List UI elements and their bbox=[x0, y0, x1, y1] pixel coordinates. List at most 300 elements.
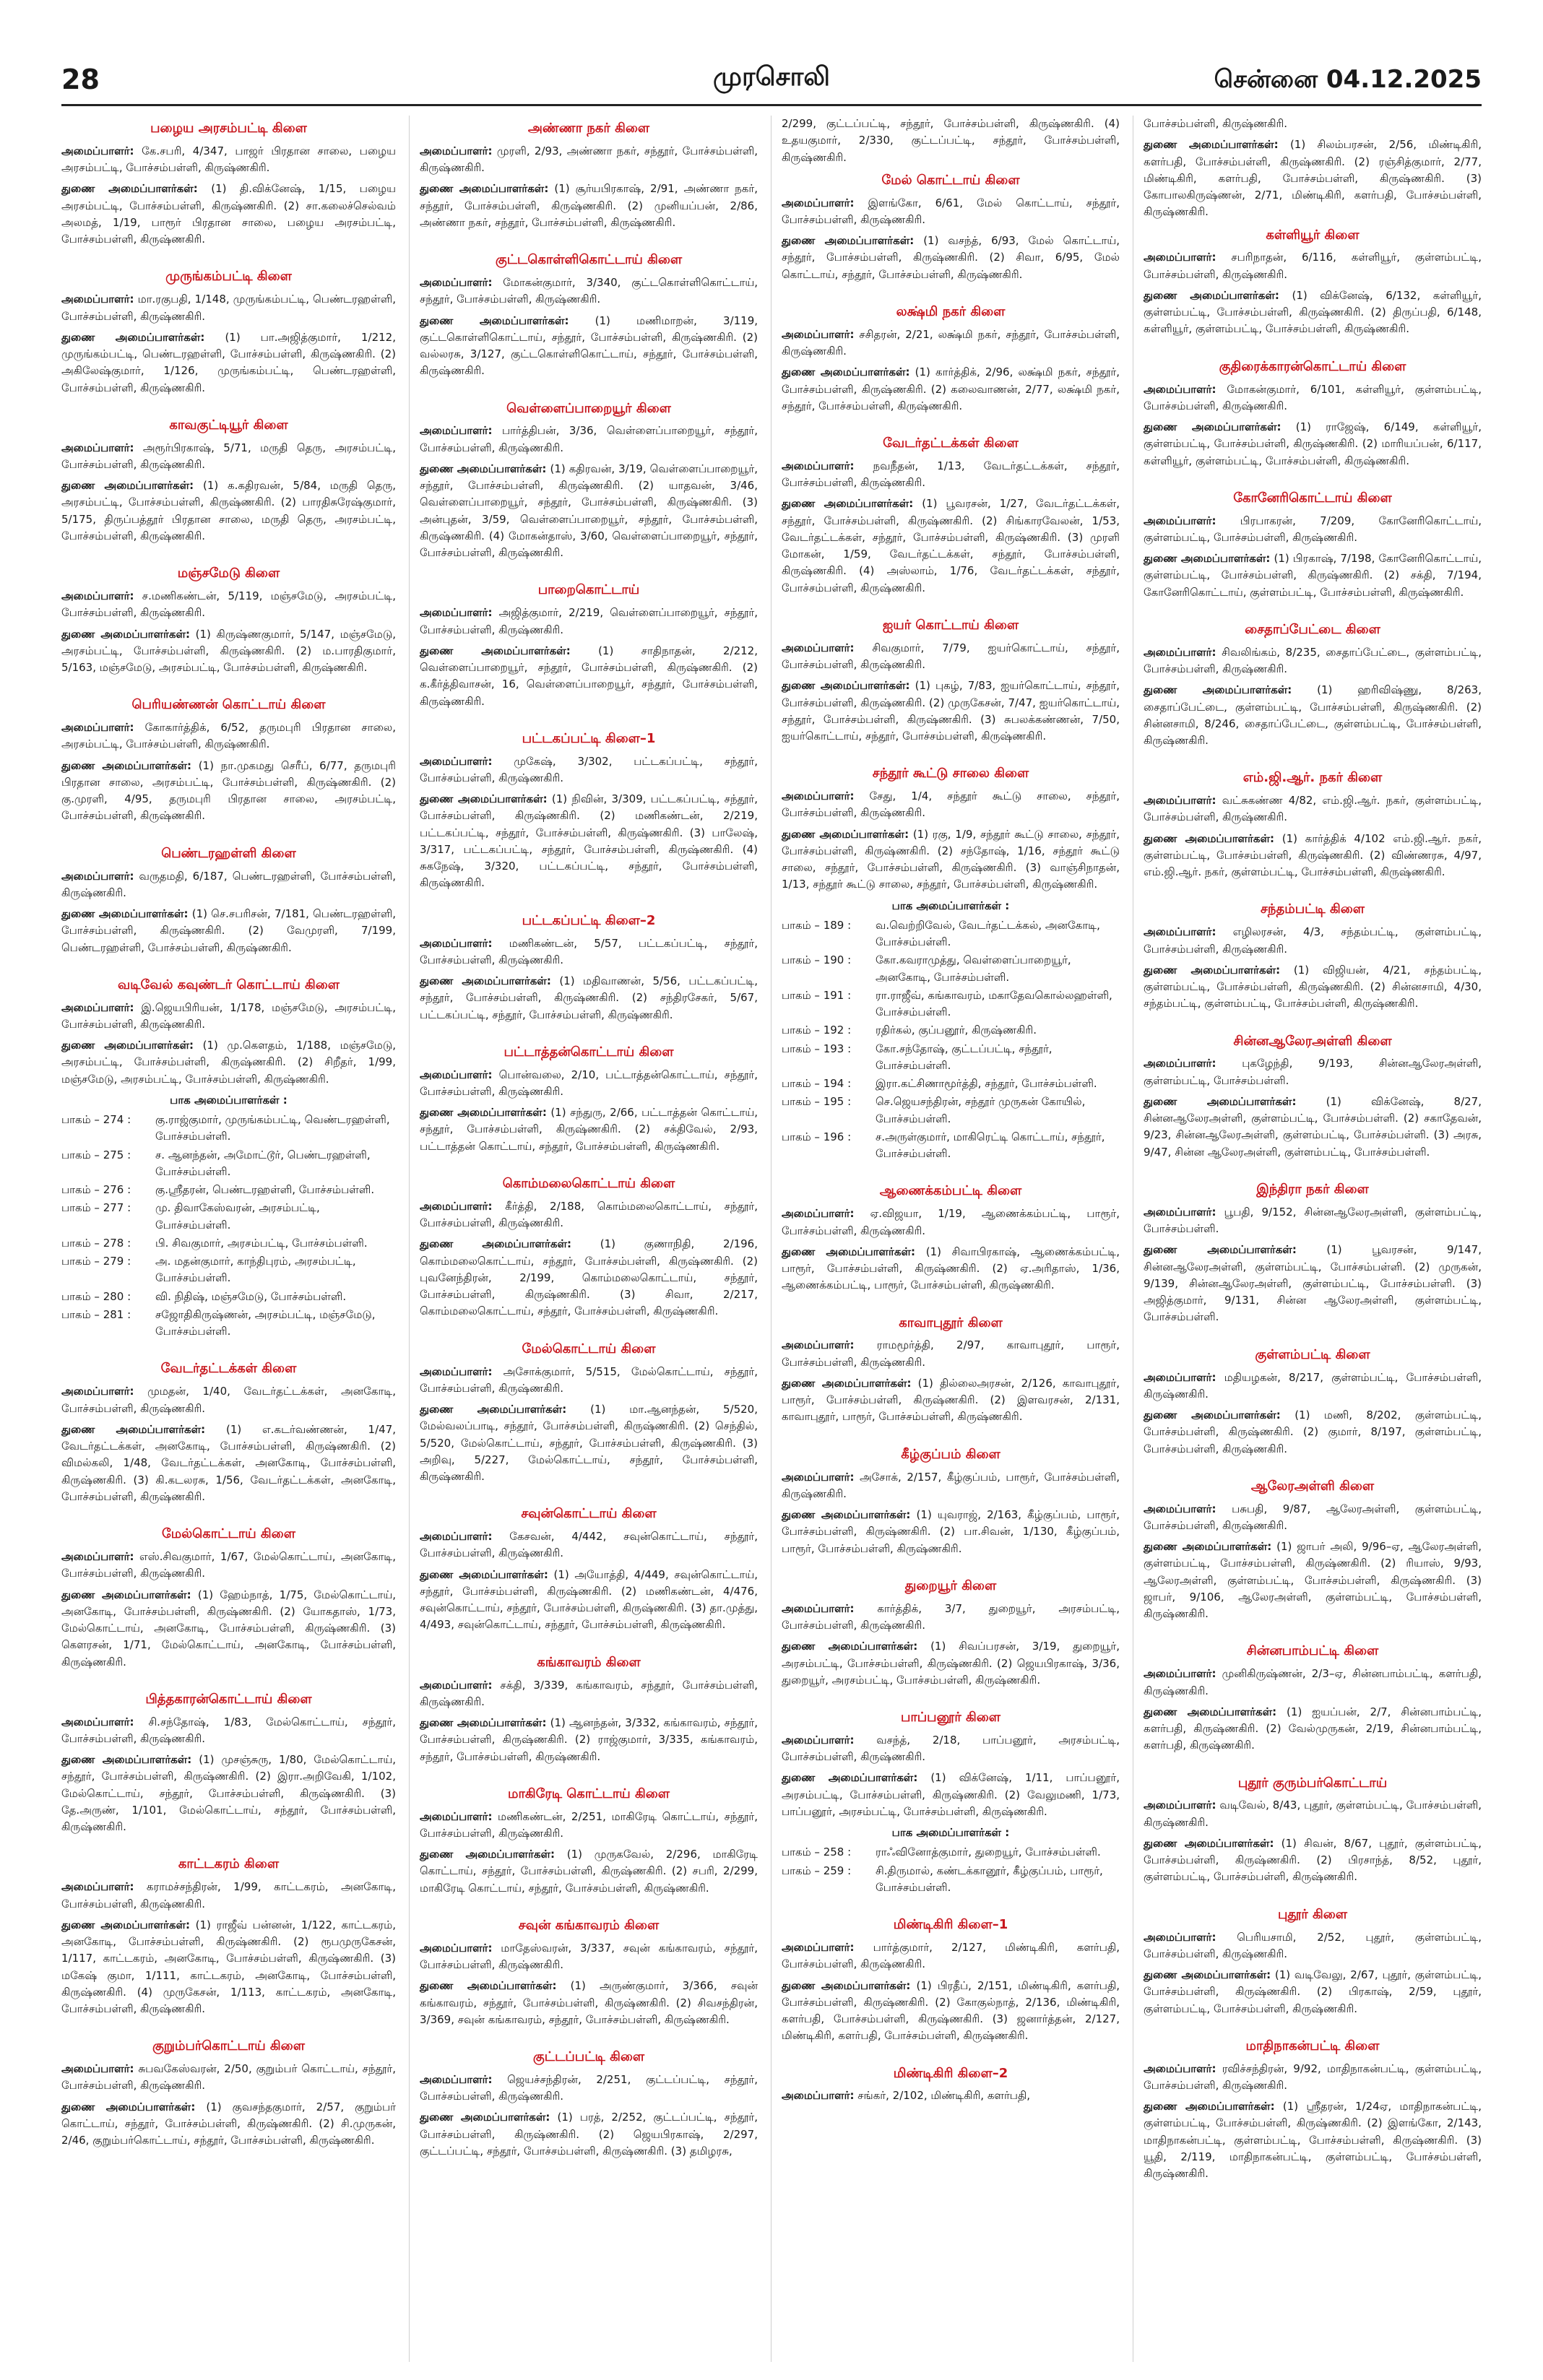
branch-deputies-label: துணை அமைப்பாளர்கள்: bbox=[420, 1403, 567, 1416]
branch-deputies bbox=[420, 1104, 758, 1155]
branch-secretary bbox=[782, 788, 1120, 822]
branch-secretary-text: எழிலரசன், 4/3, சந்தம்பட்டி, குள்ளம்பட்டி, போச்சம்பள்ளி, கிருஷ்ணகிரி. bbox=[1144, 925, 1482, 956]
branch-secretary-text: பிரபாகரன், 7/209, கோனேரிகொட்டாய், குள்ளம்பட்டி, போச்சம்பள்ளி, கிருஷ்ணகிரி. bbox=[1144, 514, 1482, 544]
branch-deputies-label: துணை அமைப்பாளர்கள்: bbox=[782, 365, 910, 379]
branch-secretary-label: அமைப்பாளர்: bbox=[782, 1601, 855, 1615]
branch-section bbox=[61, 1854, 396, 2017]
branch-deputies-text: (1) அயோத்தி, 4/449, சவுன்கொட்டாய், சந்தூர், போச்சம்பள்ளி, கிருஷ்ணகிரி. (2) மணிகண்டன், 4/476, சவுன்கொட்டாய், சந்தூர், போச்சம்பள்ளி, கிருஷ்ணகிரி. (3) தா.முத்து, 4/493, சவுன்கொட்டாய், சந்தூர், போச்சம்பள்ளி, கிருஷ்ணகிரி. bbox=[420, 1567, 758, 1632]
branch-deputies-text: (1) எ.கடர்வண்ணன், 1/47, வேடர்தட்டக்கள், அனகோடி, போச்சம்பள்ளி, கிருஷ்ணகிரி. (2) விமல்கலி, 1/48, வேடர்தட்டக்கள், அனகோடி, போச்சம்பள்ளி, கிருஷ்ணகிரி. (3) கி.கடலரசு, 1/56, வேடர்தட்டக்கள், அனகோடி, போச்சம்பள்ளி, கிருஷ்ணகிரி. bbox=[61, 1422, 396, 1503]
branch-deputies-label: துணை அமைப்பாளர்கள்: bbox=[1144, 2100, 1275, 2113]
branch-secretary-label: அமைப்பாளர்: bbox=[420, 1941, 493, 1955]
branch-deputies-text: (1) யுவராஜ், 2/163, கீழ்குப்பம், பாரூர், போச்சம்பள்ளி, கிருஷ்ணகிரி. (2) பா.சிவன், 1/130, கீழ்குப்பம், பாரூர், போச்சம்பள்ளி, கிருஷ்ணகிரி. bbox=[782, 1508, 1120, 1555]
branch-deputies-label: துணை அமைப்பாளர்கள்: bbox=[61, 758, 192, 772]
part-row bbox=[782, 1129, 1120, 1163]
part-name: கு.ஸ்ரீதரன், பெண்டரஹள்ளி, போச்சம்பள்ளி. bbox=[155, 1183, 375, 1197]
branch-deputies-label: துணை அமைப்பாளர்கள்: bbox=[420, 974, 551, 988]
branch-secretary bbox=[61, 291, 396, 325]
branch-title: பாறைகொட்டாய் bbox=[537, 582, 640, 598]
branch-secretary-label: அமைப்பாளர்: bbox=[61, 441, 134, 454]
branch-title: கோனேரிகொட்டாய் கிளை bbox=[1233, 490, 1392, 506]
branch-deputies-label: துணை அமைப்பாளர்கள்: bbox=[782, 679, 910, 693]
branch-deputies-label: துணை அமைப்பாளர்கள்: bbox=[61, 1422, 206, 1436]
branch-section bbox=[1144, 1345, 1482, 1458]
branch-secretary-text: முமதன், 1/40, வேடர்தட்டக்கள், அனகோடி, போச்சம்பள்ளி, கிருஷ்ணகிரி. bbox=[61, 1385, 396, 1415]
branch-secretary bbox=[420, 1528, 758, 1562]
branch-deputies-label: துணை அமைப்பாளர்கள்: bbox=[1144, 683, 1292, 697]
branch-secretary-text: அசோக், 2/157, கீழ்குப்பம், பாரூர், போச்சம்பள்ளி, கிருஷ்ணகிரி. bbox=[782, 1470, 1120, 1500]
branch-secretary-label: அமைப்பாளர்: bbox=[1144, 1799, 1216, 1812]
masthead bbox=[0, 0, 1543, 108]
parts-heading: பாக அமைப்பாளர்கள் : bbox=[891, 1826, 1010, 1840]
branch-deputies bbox=[61, 1587, 396, 1671]
branch-secretary-text: கீர்த்தி, 2/188, கொம்மலைகொட்டாய், சந்தூர், போச்சம்பள்ளி, கிருஷ்ணகிரி. bbox=[420, 1199, 758, 1230]
branch-deputies bbox=[420, 2109, 758, 2160]
branch-secretary-text: பெரியசாமி, 2/52, புதூர், குள்ளம்பட்டி, போச்சம்பள்ளி, கிருஷ்ணகிரி. bbox=[1144, 1930, 1482, 1960]
branch-deputies-text: (1) க.கதிரவன், 5/84, மருதி தெரு, அரசம்பட்டி, போச்சம்பள்ளி, கிருஷ்ணகிரி. (2) பாரதிசுரேஷ்குமார், 5/175, திருப்பத்தூர் பிரதான சாலை, மருதி தெரு, அரசம்பட்டி, போச்சம்பள்ளி, கிருஷ்ணகிரி. bbox=[61, 479, 396, 542]
part-row bbox=[782, 1076, 1120, 1092]
branch-deputies-label: துணை அமைப்பாளர்கள்: bbox=[61, 1918, 190, 1931]
branch-secretary-text: மோகன்குமார், 3/340, குட்டகொள்ளிகொட்டாய், சந்தூர், போச்சம்பள்ளி, கிருஷ்ணகிரி. bbox=[420, 276, 758, 306]
branch-secretary-label: அமைப்பாளர்: bbox=[1144, 382, 1216, 396]
branch-secretary-label: அமைப்பாளர்: bbox=[61, 1000, 134, 1014]
branch-secretary-label: அமைப்பாளர்: bbox=[782, 196, 855, 209]
branch-deputies bbox=[61, 1421, 396, 1505]
branch-secretary bbox=[420, 423, 758, 456]
branch-secretary bbox=[420, 1067, 758, 1101]
branch-deputies bbox=[782, 1244, 1120, 1294]
branch-deputies-text: (1) கிருஷ்ணகுமார், 5/147, மஞ்சமேடு, அரசம்பட்டி, போச்சம்பள்ளி, கிருஷ்ணகிரி. (2) ம.பாரதிகுமார், 5/163, மஞ்சமேடு, அரசம்பட்டி, போச்சம்பள்ளி, கிருஷ்ணகிரி. bbox=[61, 627, 396, 675]
branch-title: குட்டகொள்ளிகொட்டாய் கிளை bbox=[495, 252, 683, 268]
branch-deputies-label: துணை அமைப்பாளர்கள்: bbox=[782, 1245, 916, 1258]
branch-secretary-label: அமைப்பாளர்: bbox=[420, 424, 493, 438]
branch-secretary bbox=[1144, 249, 1482, 283]
branch-section bbox=[1144, 1773, 1482, 1886]
continued-deputies-text: (1) சிலம்பரசன், 2/56, மிண்டிகிரி, களர்பதி, போச்சம்பள்ளி, கிருஷ்ணகிரி. (2) ரஞ்சித்குமார், 2/77, மிண்டிகிரி, களர்பதி, போச்சம்பள்ளி, கிருஷ்ணகிரி. (3) கோபாலகிருஷ்ணன், 2/71, மிண்டிகிரி, களர்பதி, போச்சம்பள்ளி, கிருஷ்ணகிரி. bbox=[1144, 138, 1482, 219]
continued-deputies bbox=[1144, 137, 1482, 220]
branch-deputies bbox=[61, 2099, 396, 2150]
branch-deputies-text: (1) ஐயப்பன், 2/7, சின்னபாம்பட்டி, களர்பதி, கிருஷ்ணகிரி. (2) வேல்முருகன், 2/19, சின்னபாம்பட்டி, களர்பதி, கிருஷ்ணகிரி. bbox=[1144, 1705, 1482, 1752]
branch-section bbox=[782, 1181, 1120, 1294]
branch-deputies-text: (1) கார்த்திக், 2/96, லக்ஷ்மி நகர், சந்தூர், போச்சம்பள்ளி, கிருஷ்ணகிரி. (2) கலைவாணன், 2/77, லக்ஷ்மி நகர், சந்தூர், போச்சம்பள்ளி, கிருஷ்ணகிரி. bbox=[782, 365, 1120, 412]
branch-deputies-text: (1) விக்னேஷ், 6/132, கள்ளியூர், குள்ளம்பட்டி, போச்சம்பள்ளி, கிருஷ்ணகிரி. (2) திருப்பதி, 6/148, கள்ளியூர், குள்ளம்பட்டி, போச்சம்பள்ளி, கிருஷ்ணகிரி. bbox=[1144, 288, 1482, 336]
branch-title: புதூர் கிளை bbox=[1277, 1906, 1348, 1922]
branch-deputies-text: (1) கார்த்திக் 4/102 எம்.ஜி.ஆர். நகர், குள்ளம்பட்டி, போச்சம்பள்ளி, கிருஷ்ணகிரி. (2) விண்ணரசு, 4/97, எம்.ஜி.ஆர். நகர், குள்ளம்பட்டி, போச்சம்பள்ளி, கிருஷ்ணகிரி. bbox=[1144, 831, 1482, 879]
branch-secretary-label: அமைப்பாளர்: bbox=[420, 1068, 493, 1081]
part-number: பாகம் – 276 : bbox=[61, 1183, 131, 1197]
part-name: சி.திருமால், கண்டக்கானூர், கீழ்குப்பம், பாரூர், போச்சம்பள்ளி. bbox=[876, 1864, 1103, 1894]
branch-secretary-text: அரூர்பிரகாஷ், 5/71, மருதி தெரு, அரசம்பட்டி, போச்சம்பள்ளி, கிருஷ்ணகிரி. bbox=[61, 441, 396, 471]
part-row bbox=[61, 1307, 396, 1341]
branch-deputies-text: (1) ஆனந்தன், 3/332, கங்காவரம், சந்தூர், போச்சம்பள்ளி, கிருஷ்ணகிரி. (2) ராஜ்குமார், 3/335, கங்காவரம், சந்தூர், போச்சம்பள்ளி, கிருஷ்ணகிரி. bbox=[420, 1716, 758, 1763]
branch-deputies bbox=[61, 181, 396, 248]
branch-deputies bbox=[1144, 1967, 1482, 2017]
part-name: கு.ராஜ்குமார், முருங்கம்பட்டி, வெண்டரஹள்ளி, போச்சம்பள்ளி. bbox=[155, 1113, 390, 1143]
branch-deputies-label: துணை அமைப்பாளர்கள்: bbox=[420, 1567, 548, 1581]
branch-section bbox=[782, 1445, 1120, 1557]
branch-section bbox=[61, 1689, 396, 1836]
branch-deputies bbox=[420, 643, 758, 710]
branch-section bbox=[61, 975, 396, 1341]
branch-deputies-text: (1) ஸ்ரீதரன், 1/24ஏ, மாதிநாகன்பட்டி, குள்ளம்பட்டி, போச்சம்பள்ளி, கிருஷ்ணகிரி. (2) இளங்கோ, 2/143, மாதிநாகன்பட்டி, குள்ளம்பட்டி, போச்சம்பள்ளி, கிருஷ்ணகிரி. (3) யூதி, 2/119, மாதிநாகன்பட்டி, குள்ளம்பட்டி, போச்சம்பள்ளி, கிருஷ்ணகிரி. bbox=[1144, 2100, 1482, 2181]
branch-deputies-label: துணை அமைப்பாளர்கள்: bbox=[782, 497, 914, 511]
branch-deputies-label: துணை அமைப்பாளர்கள்: bbox=[1144, 1968, 1271, 1982]
branch-deputies-label: துணை அமைப்பாளர்கள்: bbox=[782, 1640, 918, 1653]
branch-title: மிண்டிகிரி கிளை–2 bbox=[893, 2065, 1008, 2081]
branch-title: கள்ளியூர் கிளை bbox=[1266, 227, 1360, 243]
branch-deputies-label: துணை அமைப்பாளர்கள்: bbox=[420, 182, 549, 196]
part-row bbox=[782, 1863, 1120, 1897]
branch-deputies-label: துணை அமைப்பாளர்கள்: bbox=[420, 313, 569, 327]
branch-deputies-label: துணை அமைப்பாளர்கள்: bbox=[420, 1848, 556, 1861]
branch-secretary bbox=[420, 935, 758, 969]
branch-secretary bbox=[1144, 644, 1482, 678]
branch-secretary-label: அமைப்பாளர்: bbox=[61, 1385, 134, 1398]
part-name: ரதிர்கல், குப்பனூர், கிருஷ்ணகிரி. bbox=[876, 1024, 1037, 1037]
part-row bbox=[61, 1112, 396, 1146]
part-name: ரா.ராஜீவ், கங்காவரம், மகாதேவகொல்லஹள்ளி, போச்சம்பள்ளி. bbox=[876, 988, 1112, 1019]
branch-secretary bbox=[1144, 2061, 1482, 2095]
branch-section bbox=[420, 2047, 758, 2160]
branch-secretary-text: எஸ்.சிவகுமார், 1/67, மேல்கொட்டாய், அனகோடி, போச்சம்பள்ளி, கிருஷ்ணகிரி. bbox=[61, 1550, 396, 1580]
branch-deputies-label: துணை அமைப்பாளர்கள்: bbox=[782, 1771, 918, 1785]
branch-title: சவுன் கங்காவரம் கிளை bbox=[518, 1917, 660, 1933]
branch-deputies-label: துணை அமைப்பாளர்கள்: bbox=[782, 827, 909, 841]
branch-title: மேல்கொட்டாய் கிளை bbox=[522, 1341, 656, 1356]
branch-deputies-text: (1) விக்னேஷ், 1/11, பாப்பனூர், அரசம்பட்டி, போச்சம்பள்ளி, கிருஷ்ணகிரி. (2) வேலுமணி, 1/73, பாப்பனூர், அரசம்பட்டி, போச்சம்பள்ளி, கிருஷ்ணகிரி. bbox=[782, 1771, 1120, 1818]
branch-secretary-text: மதியழகன், 8/217, குள்ளம்பட்டி, போச்சம்பள்ளி, கிருஷ்ணகிரி. bbox=[1144, 1370, 1482, 1401]
branch-section bbox=[782, 170, 1120, 283]
branch-secretary bbox=[61, 1000, 396, 1034]
branch-secretary-label: அமைப்பாளர்: bbox=[1144, 645, 1216, 659]
part-row bbox=[61, 1289, 396, 1305]
part-number: பாகம் – 194 : bbox=[782, 1077, 852, 1091]
part-row bbox=[782, 1094, 1120, 1128]
branch-deputies-text: (1) பரத், 2/252, குட்டப்பட்டி, சந்தூர், போச்சம்பள்ளி, கிருஷ்ணகிரி. (2) ஜெயபிரகாஷ், 2/297, குட்டப்பட்டி, சந்தூர், போச்சம்பள்ளி, கிருஷ்ணகிரி. (3) தமிழரசு, bbox=[420, 2111, 758, 2158]
branch-deputies-text: (1) மதிவாணன், 5/56, பட்டகப்பட்டி, சந்தூர், போச்சம்பள்ளி, கிருஷ்ணகிரி. (2) சந்திரசேகர், 5/67, பட்டகப்பட்டி, சந்தூர், போச்சம்பள்ளி, கிருஷ்ணகிரி. bbox=[420, 974, 758, 1021]
branch-deputies-label: துணை அமைப்பாளர்கள்: bbox=[782, 1508, 911, 1522]
branch-deputies-text: (1) பூவரசன், 9/147, சின்னஆலேரஅள்ளி, குள்ளம்பட்டி, போச்சம்பள்ளி. (2) முருகன், 9/139, சின்னஆலேரஅள்ளி, குள்ளம்பட்டி, போச்சம்பள்ளி. (3) அஜித்குமார், 9/131, சின்ன ஆலேரஅள்ளி, குள்ளம்பட்டி, போச்சம்பள்ளி. bbox=[1144, 1243, 1482, 1324]
branch-deputies-label: துணை அமைப்பாளர்கள்: bbox=[61, 1039, 194, 1052]
branch-deputies bbox=[782, 1638, 1120, 1689]
branch-deputies-text: (1) பா.அஜித்குமார், 1/212, முருங்கம்பட்டி, பெண்டரஹள்ளி, போச்சம்பள்ளி, கிருஷ்ணகிரி. (2) அகிலேஷ்குமார், 1/126, முருங்கம்பட்டி, பெண்டரஹள்ளி, போச்சம்பள்ளி, கிருஷ்ணகிரி. bbox=[61, 330, 396, 394]
branch-deputies bbox=[420, 791, 758, 892]
branch-deputies bbox=[1144, 1407, 1482, 1458]
branch-secretary-label: அமைப்பாளர்: bbox=[61, 1550, 134, 1564]
branch-deputies-label: துணை அமைப்பாளர்கள்: bbox=[61, 2100, 196, 2113]
branch-secretary-text: மோகன்குமார், 6/101, கள்ளியூர், குள்ளம்பட்டி, போச்சம்பள்ளி, கிருஷ்ணகிரி. bbox=[1144, 382, 1482, 412]
branch-deputies bbox=[1144, 1835, 1482, 1886]
branch-title: சைதாப்பேட்டை கிளை bbox=[1245, 621, 1380, 637]
part-number: பாகம் – 193 : bbox=[782, 1042, 852, 1055]
branch-deputies-text: (1) சூர்யபிரகாஷ், 2/91, அண்ணா நகர், சந்தூர், போச்சம்பள்ளி, கிருஷ்ணகிரி. (2) முனியப்பன், 2/86, அண்ணா நகர், சந்தூர், போச்சம்பள்ளி, கிருஷ்ணகிரி. bbox=[420, 182, 758, 229]
part-name: இரா.கட்சிணாமூர்த்தி, சந்தூர், போச்சம்பள்ளி. bbox=[876, 1077, 1097, 1091]
branch-secretary-label: அமைப்பாளர்: bbox=[420, 754, 493, 768]
branch-deputies-text: (1) மணி, 8/202, குள்ளம்பட்டி, போச்சம்பள்ளி, கிருஷ்ணகிரி. (2) குமார், 8/197, குள்ளம்பட்டி, போச்சம்பள்ளி, கிருஷ்ணகிரி. bbox=[1144, 1408, 1482, 1455]
branch-secretary bbox=[61, 143, 396, 177]
branch-secretary-label: அமைப்பாளர்: bbox=[782, 327, 855, 341]
branch-deputies-text: (1) சாதிநாதன், 2/212, வெள்ளைப்பாறையூர், சந்தூர், போச்சம்பள்ளி, கிருஷ்ணகிரி. (2) க.கீர்த்திவாசன், 16, வெள்ளைப்பாறையூர், சந்தூர், போச்சம்பள்ளி, கிருஷ்ணகிரி. bbox=[420, 644, 758, 708]
branch-title: குதிரைக்காரன்கொட்டாய் கிளை bbox=[1219, 358, 1406, 374]
part-name: செ.ஜெயசந்திரன், சந்தூர் முருகன் கோயில், போச்சம்பள்ளி. bbox=[876, 1095, 1086, 1125]
branch-deputies-text: (1) சந்துரு, 2/66, பட்டாத்தன் கொட்டாய், சந்தூர், போச்சம்பள்ளி, கிருஷ்ணகிரி. (2) சக்திவேல், 2/93, பட்டாத்தன் கொட்டாய், சந்தூர், போச்சம்பள்ளி, கிருஷ்ணகிரி. bbox=[420, 1106, 758, 1153]
part-name: பி. சிவகுமார், அரசம்பட்டி, போச்சம்பள்ளி. bbox=[155, 1236, 368, 1250]
branch-deputies-text: (1) குணாநிதி, 2/196, கொம்மலைகொட்டாய், சந்தூர், போச்சம்பள்ளி, கிருஷ்ணகிரி. (2) புவனேந்திரன், 2/199, கொம்மலைகொட்டாய், சந்தூர், போச்சம்பள்ளி, கிருஷ்ணகிரி. (3) சிவா, 2/217, கொம்மலைகொட்டாய், சந்தூர், போச்சம்பள்ளி, கிருஷ்ணகிரி. bbox=[420, 1237, 758, 1318]
branch-secretary-label: அமைப்பாளர்: bbox=[420, 1809, 493, 1823]
branch-secretary-label: அமைப்பாளர்: bbox=[1144, 1370, 1216, 1384]
branch-deputies-text: (1) புகழ், 7/83, ஐயர்கொட்டாய், சந்தூர், போச்சம்பள்ளி, கிருஷ்ணகிரி. (2) முருகேசன், 7/47, ஐயர்கொட்டாய், சந்தூர், போச்சம்பள்ளி, கிருஷ்ணகிரி. (3) சுபலக்கண்ணன், 7/50, ஐயர்கொட்டாய், சந்தூர், போச்சம்பள்ளி, கிருஷ்ணகிரி. bbox=[782, 679, 1120, 743]
part-name: ராஃவினோத்குமார், துறையூர், போச்சம்பள்ளி. bbox=[876, 1845, 1101, 1859]
branch-title: முருங்கம்பட்டி கிளை bbox=[165, 269, 292, 285]
branch-secretary-label: அமைப்பாளர்: bbox=[1144, 794, 1216, 808]
branch-title: வேடர்தட்டக்கள் கிளை bbox=[883, 436, 1019, 451]
branch-deputies-label: துணை அமைப்பாளர்கள்: bbox=[1144, 288, 1279, 302]
part-row bbox=[782, 952, 1120, 986]
branch-secretary-label: அமைப்பாளர்: bbox=[61, 293, 134, 306]
branch-secretary bbox=[782, 1601, 1120, 1635]
branch-deputies-text: (1) ஜாபர் அலி, 9/96–ஏ, ஆலேரஅள்ளி, குள்ளம்பட்டி, போச்சம்பள்ளி, கிருஷ்ணகிரி. (2) ரியாஸ், 9/93, ஆலேரஅள்ளி, குள்ளம்பட்டி, போச்சம்பள்ளி, கிருஷ்ணகிரி. (3) ஜாபர், 9/106, ஆலேரஅள்ளி, குள்ளம்பட்டி, போச்சம்பள்ளி, கிருஷ்ணகிரி. bbox=[1144, 1540, 1482, 1621]
branch-title: துறையூர் கிளை bbox=[904, 1578, 997, 1593]
branch-deputies-text: (1) ராஜீவ் பன்னன், 1/122, காட்டகரம், அனகோடி, போச்சம்பள்ளி, கிருஷ்ணகிரி. (2) ரூபமுருகேசன், 1/117, காட்டகரம், அனகோடி, போச்சம்பள்ளி, கிருஷ்ணகிரி. (3) மகேஷ் குமா, 1/111, காட்டகரம், அனகோடி, போச்சம்பள்ளி, கிருஷ்ணகிரி. (4) முருகேசன், 1/113, காட்டகரம், அனகோடி, போச்சம்பள்ளி, கிருஷ்ணகிரி. bbox=[61, 1918, 396, 2016]
branch-secretary bbox=[1144, 1666, 1482, 1700]
branch-deputies-label: துணை அமைப்பாளர்கள்: bbox=[782, 1376, 912, 1390]
branch-deputies bbox=[61, 758, 396, 825]
branch-title: குறும்பர்கொட்டாய் கிளை bbox=[152, 2038, 305, 2054]
part-name: சஜோதிகிருஷ்ணன், அரசம்பட்டி, மஞ்சமேடு, போச்சம்பள்ளி. bbox=[155, 1307, 376, 1338]
branch-section bbox=[61, 1359, 396, 1505]
branch-title: மஞ்சமேடு கிளை bbox=[177, 566, 280, 581]
branch-secretary-text: முனிகிருஷ்ணன், 2/3–ஏ, சின்னபாம்பட்டி, களர்பதி, கிருஷ்ணகிரி. bbox=[1144, 1667, 1482, 1697]
branch-secretary-label: அமைப்பாளர்: bbox=[420, 276, 493, 290]
branch-title: பித்தகாரன்கொட்டாய் கிளை bbox=[145, 1691, 312, 1707]
branch-secretary-text: வட்சுகண்ண 4/82, எம்.ஜி.ஆர். நகர், குள்ளம்பட்டி, போச்சம்பள்ளி, கிருஷ்ணகிரி. bbox=[1144, 794, 1482, 824]
branch-title: பெரியண்ணன் கொட்டாய் கிளை bbox=[131, 697, 326, 713]
branch-secretary bbox=[782, 1206, 1120, 1239]
newspaper-name: முரசொலி bbox=[713, 62, 830, 92]
branch-section bbox=[420, 399, 758, 562]
branch-title: கங்காவரம் கிளை bbox=[537, 1654, 641, 1670]
branch-title: ஆலேரஅள்ளி கிளை bbox=[1250, 1478, 1375, 1494]
branch-title: வேடர்தட்டக்கள் கிளை bbox=[160, 1361, 297, 1377]
branch-deputies bbox=[1144, 1242, 1482, 1325]
branch-title: சின்னஆலேரஅள்ளி கிளை bbox=[1233, 1033, 1392, 1049]
part-name: அ. மதன்குமார், காந்திபுரம், அரசம்பட்டி, போச்சம்பள்ளி. bbox=[155, 1255, 356, 1285]
branch-secretary-label: அமைப்பாளர்: bbox=[782, 1470, 855, 1484]
branch-section bbox=[782, 302, 1120, 415]
branch-deputies bbox=[1144, 1094, 1482, 1161]
branch-section bbox=[782, 615, 1120, 745]
branch-secretary-text: பார்த்திபன், 3/36, வெள்ளைப்பாறையூர், சந்தூர், போச்சம்பள்ளி, கிருஷ்ணகிரி. bbox=[420, 424, 758, 454]
part-name: வி. நிதிஷ், மஞ்சமேடு, போச்சம்பள்ளி. bbox=[155, 1289, 347, 1303]
branch-section bbox=[1144, 768, 1482, 880]
branch-title: இந்திரா நகர் கிளை bbox=[1256, 1181, 1369, 1197]
branch-section bbox=[61, 118, 396, 248]
branch-deputies-text: (1) சிவன், 8/67, புதூர், குள்ளம்பட்டி, போச்சம்பள்ளி, கிருஷ்ணகிரி. (2) பிரசாந்த், 8/52, புதூர், குள்ளம்பட்டி, போச்சம்பள்ளி, கிருஷ்ணகிரி. bbox=[1144, 1836, 1482, 1884]
branch-deputies-label: துணை அமைப்பாளர்கள்: bbox=[420, 792, 548, 806]
part-row bbox=[61, 1235, 396, 1252]
branch-secretary-label: அமைப்பாளர்: bbox=[61, 721, 134, 735]
part-name: கோ.கவராமுத்து, வெள்ளைப்பாறையூர், அனகோடி, போச்சம்பள்ளி. bbox=[876, 953, 1071, 984]
column-3 bbox=[771, 116, 1120, 2362]
branch-deputies bbox=[420, 1978, 758, 2028]
branch-title: காவகுட்டியூர் கிளை bbox=[169, 417, 288, 433]
branch-title: ஐயர் கொட்டாய் கிளை bbox=[882, 617, 1019, 633]
branch-secretary-text: வருதமதி, 6/187, பெண்டரஹள்ளி, போச்சம்பள்ளி, கிருஷ்ணகிரி. bbox=[61, 869, 396, 899]
part-row bbox=[61, 1182, 396, 1198]
branch-secretary bbox=[61, 2061, 396, 2095]
branch-title: குள்ளம்பட்டி கிளை bbox=[1255, 1346, 1370, 1362]
branch-deputies-text: (1) செ.சபரிசன், 7/181, பெண்டரஹள்ளி, போச்சம்பள்ளி, கிருஷ்ணகிரி. (2) வேமுரளி, 7/199, பெண்டரஹள்ளி, போச்சம்பள்ளி, கிருஷ்ணகிரி. bbox=[61, 907, 396, 954]
branch-title: பெண்டரஹள்ளி கிளை bbox=[161, 845, 296, 861]
branch-title: லக்ஷ்மி நகர் கிளை bbox=[896, 303, 1006, 319]
branch-secretary bbox=[782, 1337, 1120, 1371]
branch-deputies bbox=[1144, 831, 1482, 881]
branch-section bbox=[1144, 1905, 1482, 2017]
branch-secretary-label: அமைப்பாளர்: bbox=[420, 1364, 493, 1378]
branch-secretary-text: அசோக்குமார், 5/515, மேல்கொட்டாய், சந்தூர், போச்சம்பள்ளி, கிருஷ்ணகிரி. bbox=[420, 1364, 758, 1395]
branch-title: வெள்ளைப்பாறையூர் கிளை bbox=[506, 400, 671, 416]
branch-deputies bbox=[782, 678, 1120, 745]
branch-deputies-text: (1) பூவரசன், 1/27, வேடர்தட்டக்கள், சந்தூர், போச்சம்பள்ளி, கிருஷ்ணகிரி. (2) சிங்காரவேலன், 1/53, வேடர்தட்டக்கள், சந்தூர், போச்சம்பள்ளி, கிருஷ்ணகிரி. (3) முரளி மோகன், 1/59, வேடர்தட்டக்கள், சந்தூர், போச்சம்பள்ளி, கிருஷ்ணகிரி. (4) அஸ்லாம், 1/76, வேடர்தட்டக்கள், சந்தூர், போச்சம்பள்ளி, கிருஷ்ணகிரி. bbox=[782, 497, 1120, 594]
branch-section bbox=[1144, 225, 1482, 338]
branch-deputies-text: (1) பிரதீப், 2/151, மிண்டிகிரி, களர்பதி, போச்சம்பள்ளி, கிருஷ்ணகிரி. (2) கோகுல்நாத், 2/136, மிண்டிகிரி, களர்பதி, போச்சம்பள்ளி, கிருஷ்ணகிரி. (3) ஜனார்த்தன், 2/127, மிண்டிகிரி, களர்பதி, போச்சம்பள்ளி, கிருஷ்ணகிரி. bbox=[782, 1978, 1120, 2043]
part-number: பாகம் – 190 : bbox=[782, 953, 852, 967]
branch-deputies-label: துணை அமைப்பாளர்கள்: bbox=[1144, 1705, 1277, 1718]
branch-deputies-label: துணை அமைப்பாளர்கள்: bbox=[420, 644, 571, 657]
branch-section bbox=[1144, 357, 1482, 469]
branch-secretary bbox=[420, 1364, 758, 1398]
branch-secretary-label: அமைப்பாளர்: bbox=[61, 589, 134, 603]
branch-title: அண்ணா நகர் கிளை bbox=[527, 121, 650, 136]
column-4 bbox=[1133, 116, 1482, 2362]
branch-section bbox=[420, 250, 758, 379]
branch-secretary-label: அமைப்பாளர்: bbox=[420, 606, 493, 620]
branch-secretary-text: ராமமூர்த்தி, 2/97, காவாபுதூர், பாரூர், போச்சம்பள்ளி, கிருஷ்ணகிரி. bbox=[782, 1338, 1120, 1369]
branch-secretary-text: பசுபதி, 9/87, ஆலேரஅள்ளி, குள்ளம்பட்டி, போச்சம்பள்ளி, கிருஷ்ணகிரி. bbox=[1144, 1502, 1482, 1532]
branch-deputies bbox=[420, 313, 758, 380]
branch-secretary bbox=[61, 1879, 396, 1913]
branch-section bbox=[1144, 620, 1482, 749]
branch-deputies-label: துணை அமைப்பாளர்கள்: bbox=[782, 234, 915, 248]
branch-secretary-label: அமைப்பாளர்: bbox=[1144, 514, 1216, 527]
branch-deputies-text: (1) வசந்த், 6/93, மேல் கொட்டாய், சந்தூர், போச்சம்பள்ளி, கிருஷ்ணகிரி. (2) சிவா, 6/95, மேல் கொட்டாய், சந்தூர், போச்சம்பள்ளி, கிருஷ்ணகிரி. bbox=[782, 234, 1120, 281]
branch-secretary bbox=[61, 1714, 396, 1748]
part-number: பாகம் – 279 : bbox=[61, 1255, 131, 1268]
branch-deputies bbox=[1144, 1704, 1482, 1754]
branch-section bbox=[782, 1708, 1120, 1896]
parts-heading: பாக அமைப்பாளர்கள் : bbox=[170, 1093, 288, 1107]
branch-secretary bbox=[1144, 513, 1482, 547]
branch-section bbox=[782, 1313, 1120, 1426]
branch-deputies-text: (1) அருண்குமார், 3/366, சவுன் கங்காவரம், சந்தூர், போச்சம்பள்ளி, கிருஷ்ணகிரி. (2) சிவசந்திரன், 3/369, சவுன் கங்காவரம், சந்தூர், போச்சம்பள்ளி, கிருஷ்ணகிரி. bbox=[420, 1979, 758, 2026]
branch-section bbox=[782, 763, 1120, 1162]
branch-secretary-text: வடிவேல், 8/43, புதூர், குள்ளம்பட்டி, போச்சம்பள்ளி, கிருஷ்ணகிரி. bbox=[1144, 1799, 1482, 1829]
branch-title: காட்டகரம் கிளை bbox=[178, 1856, 280, 1872]
branch-secretary bbox=[782, 640, 1120, 674]
branch-secretary-label: அமைப்பாளர்: bbox=[782, 1733, 855, 1747]
part-number: பாகம் – 192 : bbox=[782, 1024, 852, 1037]
branch-section bbox=[61, 695, 396, 824]
branch-section bbox=[420, 1504, 758, 1633]
branch-deputies-text: (1) குவசந்தகுமார், 2/57, குறும்பர் கொட்டாய், சந்தூர், போச்சம்பள்ளி, கிருஷ்ணகிரி. (2) சி.முருகன், 2/46, குறும்பர்கொட்டாய், சந்தூர், போச்சம்பள்ளி, கிருஷ்ணகிரி. bbox=[61, 2100, 396, 2147]
branch-secretary bbox=[782, 458, 1120, 492]
branch-secretary-text: மாதேஸ்வரன், 3/337, சவுன் கங்காவரம், சந்தூர், போச்சம்பள்ளி, கிருஷ்ணகிரி. bbox=[420, 1941, 758, 1972]
branch-deputies-text: (1) தி.விக்னேஷ், 1/15, பழைய அரசம்பட்டி, போச்சம்பள்ளி, கிருஷ்ணகிரி. (2) சா.கலைச்செல்வம் அலமத், 1/19, பாரூர் பிரதான சாலை, பழைய அரசம்பட்டி, போச்சம்பள்ளி, கிருஷ்ணகிரி. bbox=[61, 182, 396, 246]
branch-deputies bbox=[420, 1567, 758, 1634]
branch-secretary-text: வசந்த், 2/18, பாப்பனூர், அரசம்பட்டி, போச்சம்பள்ளி, கிருஷ்ணகிரி. bbox=[782, 1733, 1120, 1764]
branch-deputies-text: (1) சிவாபிரகாஷ், ஆணைக்கம்பட்டி, பாரூர், போச்சம்பள்ளி, கிருஷ்ணகிரி. (2) ஏ.அரிதாஸ், 1/36, ஆணைக்கம்பட்டி, பாரூர், போச்சம்பள்ளி, கிருஷ்ணகிரி. bbox=[782, 1245, 1120, 1292]
branch-title: புதூர் குரும்பர்கொட்டாய் bbox=[1237, 1775, 1388, 1791]
parts-heading: பாக அமைப்பாளர்கள் : bbox=[891, 899, 1010, 912]
branch-title: எம்.ஜி.ஆர். நகர் கிளை bbox=[1242, 770, 1383, 786]
part-number: பாகம் – 274 : bbox=[61, 1113, 131, 1127]
column-2 bbox=[409, 116, 758, 2362]
branch-secretary-label: அமைப்பாளர்: bbox=[420, 144, 493, 157]
branch-secretary-label: அமைப்பாளர்: bbox=[61, 2062, 134, 2076]
branch-deputies-text: (1) விக்னேஷ், 8/27, சின்னஆலேரஅள்ளி, குள்ளம்பட்டி, போச்சம்பள்ளி. (2) சகாதேவன், 9/23, சின்னஆலேரஅள்ளி, குள்ளம்பட்டி, போச்சம்பள்ளி. (3) அரசு, 9/47, சின்ன ஆலேரஅள்ளி, குள்ளம்பட்டி, போச்சம்பள்ளி. bbox=[1144, 1094, 1482, 1159]
branch-section bbox=[1144, 488, 1482, 601]
branch-deputies bbox=[61, 477, 396, 545]
branch-deputies-text: (1) சிவப்பரசன், 3/19, துறையூர், அரசம்பட்டி, போச்சம்பள்ளி, கிருஷ்ணகிரி. (2) ஜெயபிரகாஷ், 3/36, துறையூர், அரசம்பட்டி, போச்சம்பள்ளி, கிருஷ்ணகிரி. bbox=[782, 1640, 1120, 1687]
part-row bbox=[61, 1253, 396, 1287]
branch-section bbox=[420, 1174, 758, 1320]
branch-secretary-label: அமைப்பாளர்: bbox=[61, 869, 134, 883]
branch-deputies-label: துணை அமைப்பாளர்கள்: bbox=[61, 907, 189, 921]
branch-secretary-label: அமைப்பாளர்: bbox=[61, 144, 134, 157]
branch-title: பழைய அரசம்பட்டி கிளை bbox=[150, 121, 307, 136]
part-number: பாகம் – 259 : bbox=[782, 1864, 852, 1877]
branch-secretary bbox=[1144, 924, 1482, 958]
branch-section bbox=[1144, 899, 1482, 1012]
branch-secretary-label: அமைப்பாளர்: bbox=[782, 1207, 855, 1221]
branch-secretary bbox=[420, 1677, 758, 1711]
column-1 bbox=[61, 116, 396, 2362]
branch-deputies-text: (1) வடிவேலு, 2/67, புதூர், குள்ளம்பட்டி, போச்சம்பள்ளி, கிருஷ்ணகிரி. (2) பிரகாஷ், 2/59, புதூர், குள்ளம்பட்டி, போச்சம்பள்ளி, கிருஷ்ணகிரி. bbox=[1144, 1968, 1482, 2015]
branch-secretary-text: கார்த்திக், 3/7, துறையூர், அரசம்பட்டி, போச்சம்பள்ளி, கிருஷ்ணகிரி. bbox=[782, 1601, 1120, 1632]
branch-secretary-label: அமைப்பாளர்: bbox=[420, 936, 493, 950]
branch-secretary-text: பார்த்குமார், 2/127, மிண்டிகிரி, களர்பதி, போச்சம்பள்ளி, கிருஷ்ணகிரி. bbox=[782, 1941, 1120, 1971]
branch-deputies-label: துணை அமைப்பாளர்கள்: bbox=[61, 627, 190, 641]
branch-deputies bbox=[61, 1037, 396, 1088]
branch-deputies-label: துணை அமைப்பாளர்கள்: bbox=[420, 1979, 557, 1993]
branch-deputies-label: துணை அமைப்பாளர்கள்: bbox=[420, 1716, 547, 1730]
branch-secretary bbox=[61, 1549, 396, 1583]
branch-section bbox=[782, 433, 1120, 597]
branch-secretary-label: அமைப்பாளர்: bbox=[420, 1530, 493, 1544]
branch-deputies bbox=[420, 461, 758, 562]
branch-section bbox=[420, 580, 758, 709]
branch-title: மேல் கொட்டாய் கிளை bbox=[881, 172, 1020, 188]
branch-secretary-label: அமைப்பாளர்: bbox=[1144, 251, 1216, 264]
branch-deputies-label: துணை அமைப்பாளர்கள்: bbox=[420, 462, 547, 475]
branch-title: மிண்டிகிரி கிளை–1 bbox=[893, 1917, 1008, 1933]
branch-deputies bbox=[782, 1770, 1120, 1820]
branch-secretary bbox=[1144, 792, 1482, 826]
branch-title: சவுன்கொட்டாய் கிளை bbox=[521, 1506, 657, 1522]
part-number: பாகம் – 278 : bbox=[61, 1236, 131, 1250]
branch-secretary bbox=[1144, 1204, 1482, 1238]
branch-deputies-label: துணை அமைப்பாளர்கள்: bbox=[1144, 420, 1281, 434]
part-number: பாகம் – 191 : bbox=[782, 988, 852, 1002]
branch-secretary bbox=[1144, 381, 1482, 415]
branch-secretary-label: அமைப்பாளர்: bbox=[782, 459, 855, 472]
branch-secretary-text: கராமச்சந்திரன், 1/99, காட்டகரம், அனகோடி, போச்சம்பள்ளி, கிருஷ்ணகிரி. bbox=[61, 1880, 396, 1911]
branch-deputies bbox=[61, 626, 396, 677]
branch-secretary bbox=[1144, 1369, 1482, 1403]
branch-secretary-label: அமைப்பாளர்: bbox=[782, 641, 855, 654]
branch-deputies-label: துணை அமைப்பாளர்கள்: bbox=[61, 1753, 192, 1767]
branch-section bbox=[420, 1042, 758, 1155]
branch-section bbox=[420, 1784, 758, 1897]
